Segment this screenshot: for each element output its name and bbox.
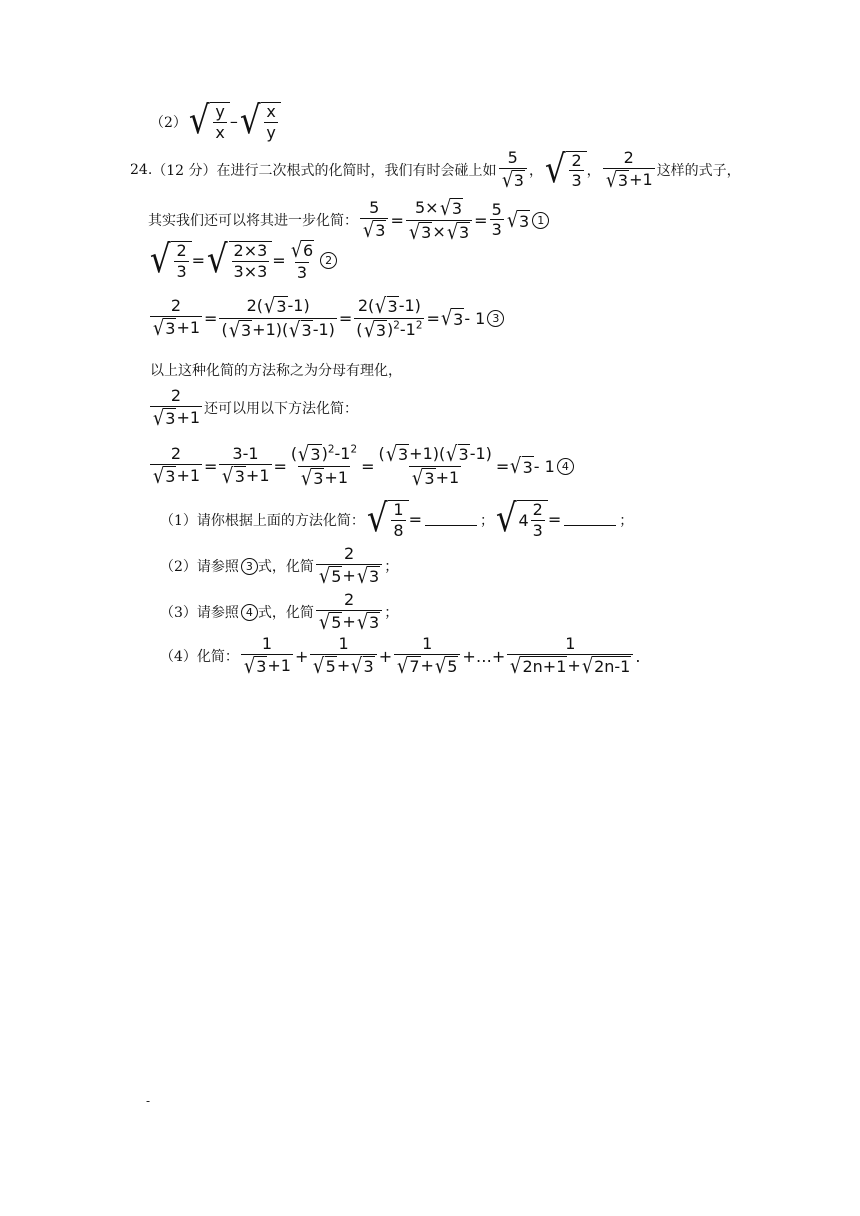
answer-blank-2[interactable]	[564, 513, 616, 526]
sub-question-3: （3）请参照 4 式，化简 2 √ 5 + √ 3 ；	[160, 590, 399, 634]
question-number: 24.	[130, 162, 153, 179]
paragraph-rationalization: 以上这种化简的方法称之为分母有理化，	[150, 363, 402, 379]
circled-number-3: 3	[487, 310, 504, 327]
question-score: （12 分）	[152, 163, 217, 180]
simplification-step-4: 2 √ 3 +1 = 3-1 √ 3 +1 = ( √ 3 )$^2-1^2$ √ 3 +1 = ( √ 3 +1)( √ 3 -1) √ 3 +1 = √ 3 - 1 4	[148, 444, 574, 489]
minus-sign: –	[229, 112, 238, 132]
example-sqrt-2-over-3: √ $\frac{2}{3}$	[543, 151, 587, 190]
circled-number-2: 2	[320, 252, 337, 269]
sub-question-4: （4）化简： 1 √ 3 +1 + 1 √ 5 + √ 3 + 1 √ 7 + √ 5 +…+ 1 √ 2n+1 + √ 2n-1 .	[160, 634, 641, 678]
simplification-step-3: 2 √ 3 +1 = 2( √ 3 -1) ( √ 3 +1)( √ 3 -1) = 2( √ 3 -1) ( √ 3 )$^2-1^2$ = √ 3 - 1 3	[148, 296, 504, 341]
circled-number-1: 1	[532, 212, 549, 229]
previous-item-2	[150, 98, 281, 144]
item-label: （2）	[150, 114, 187, 131]
circled-number-4-ref: 4	[241, 604, 258, 621]
question-intro: 在进行二次根式的化简时，我们有时会碰上如	[216, 163, 497, 180]
paragraph-alt-method: 2 √ 3 +1 还可以用以下方法化简：	[148, 388, 358, 429]
footer-mark: -	[146, 1094, 151, 1108]
sqrt-y-over-x: √ $\frac{y}{x}$	[187, 102, 230, 141]
example-5-over-sqrt3: 5 √ 3	[499, 150, 527, 191]
sqrt-x-over-y: √ $\frac{x}{y}$	[238, 102, 281, 141]
sub-question-1: （1）请你根据上面的方法化简： √ $\frac{1}{8}$ = ； √ 4 $\frac{2}{3}$ = ；	[160, 496, 634, 542]
sub-question-2: （2）请参照 3 式，化简 2 √ 5 + √ 3 ；	[160, 544, 399, 588]
question-24-header: 24. （12 分） 在进行二次根式的化简时，我们有时会碰上如 5 √ 3 ， √ $\frac{2}{3}$ ， 2 √ 3 +1 这样的式子，	[130, 147, 741, 193]
simplification-step-2: √ $\frac{2}{3}$ = √ $\frac{2\times 3}{3\times 3}$ = √ 6 3 2	[148, 240, 337, 281]
circled-number-3-ref: 3	[241, 558, 258, 575]
example-2-over-sqrt3-plus-1: 2 √ 3 +1	[603, 150, 655, 191]
circled-number-4: 4	[557, 458, 574, 475]
answer-blank-1[interactable]	[425, 513, 477, 526]
simplification-step-1: 其实我们还可以将其进一步化简： 5 √ 3 = 5× √ 3 √ 3 × √ 3 = $\frac{5}{3}$ √ 3 1	[148, 198, 549, 243]
